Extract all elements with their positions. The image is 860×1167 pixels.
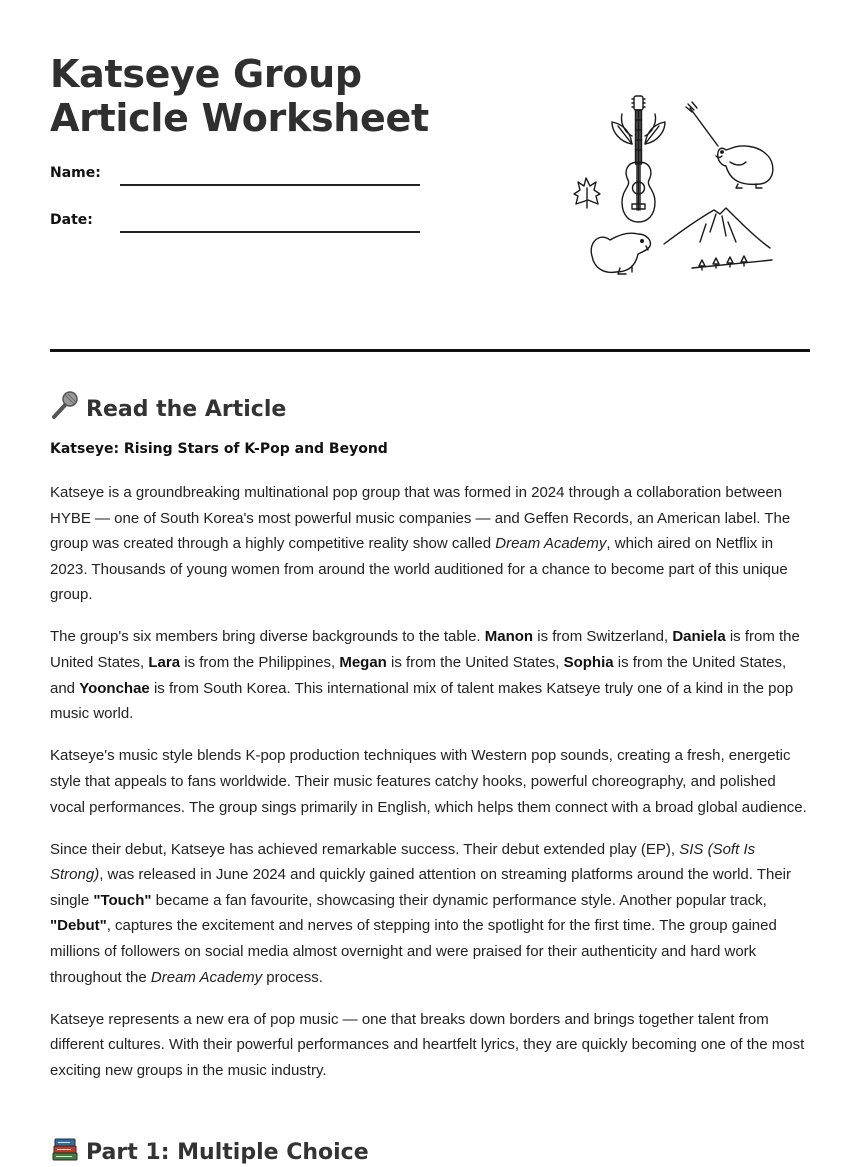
microphone-icon <box>50 390 80 420</box>
name-line[interactable] <box>120 184 420 186</box>
article-paragraph: The group's six members bring diverse backgrounds to the table. Manon is from Switzerland, Daniela is from the United States, Lara is from the Philippines, Megan is from the United States, Sophia is from the United States, and Yoonchae is from South Korea. This international mix of talent makes Katseye truly one of a kind in the pop music world. <box>50 628 800 723</box>
name-label: Name: <box>50 165 101 181</box>
section-part1-title: Part 1: Multiple Choice <box>86 1140 369 1165</box>
header-divider <box>50 349 810 352</box>
member-name: Manon <box>484 628 534 646</box>
groundhog-with-guitar-icon <box>686 102 773 188</box>
article-paragraph: Katseye is a groundbreaking multinational pop group that was formed in 2024 through a collaboration between HYBE — one of South Korea's most powerful music companies — and Geffen Records, an American label. The group was created through a highly competitive reality show called Dream Academy, which aired on Netflix in 2023. Thousands of young women from around the world auditioned for a chance to become part of this unique group. <box>50 484 791 604</box>
article-paragraph: Katseye's music style blends K-pop production techniques with Western pop sounds, creating a fresh, energetic style that appeals to fans worldwide. Their music features catchy hooks, powerful choreography, and polished vocal performances. The group sings primarily in English, which helps them connect with a broad global audience. <box>50 747 807 816</box>
books-icon <box>50 1133 80 1163</box>
name-field[interactable] <box>50 165 420 195</box>
single-name: "Touch" <box>93 891 152 909</box>
article-title: Katseye: Rising Stars of K-Pop and Beyond <box>50 441 388 457</box>
single-name: "Debut" <box>50 917 107 935</box>
guitar-icon <box>622 96 655 222</box>
article-body <box>50 480 810 1100</box>
date-line[interactable] <box>120 231 420 233</box>
date-field[interactable] <box>50 212 420 242</box>
canada-music-illustration <box>560 92 775 282</box>
member-name: Sophia <box>563 654 614 672</box>
show-name: Dream Academy <box>495 535 607 553</box>
member-name: Yoonchae <box>79 679 150 697</box>
page-title: Katseye Group Article Worksheet <box>50 52 429 140</box>
section-read-heading <box>50 390 286 424</box>
article-paragraph: Since their debut, Katseye has achieved remarkable success. Their debut extended play (EP), SIS (Soft Is Strong), was released in June 2024 and quickly gained attention on streaming platforms around the world. Their single "Touch" became a fan favourite, showcasing their dynamic performance style. Another popular track, "Debut", captures the excitement and nerves of stepping into the spotlight for the first time. The group gained millions of followers on social media almost overnight and were praised for their authenticity and hard work throughout the Dream Academy process. <box>50 840 792 986</box>
section-read-title: Read the Article <box>86 397 287 422</box>
member-name: Lara <box>148 654 181 672</box>
mountain-icon <box>664 208 772 270</box>
member-name: Daniela <box>672 628 726 646</box>
show-name: Dream Academy <box>150 968 263 986</box>
section-part1-heading <box>50 1133 369 1167</box>
member-name: Megan <box>339 654 387 672</box>
ep-name: SIS (Soft Is Strong) <box>50 840 756 884</box>
maple-leaf-icon <box>574 178 600 208</box>
beaver-icon <box>591 233 650 274</box>
article-paragraph: Katseye represents a new era of pop music — one that breaks down borders and brings together talent from different cultures. With their powerful performances and heartfelt lyrics, they are quickly becoming one of the most exciting new groups in the music industry. <box>50 1010 805 1079</box>
date-label: Date: <box>50 212 93 228</box>
